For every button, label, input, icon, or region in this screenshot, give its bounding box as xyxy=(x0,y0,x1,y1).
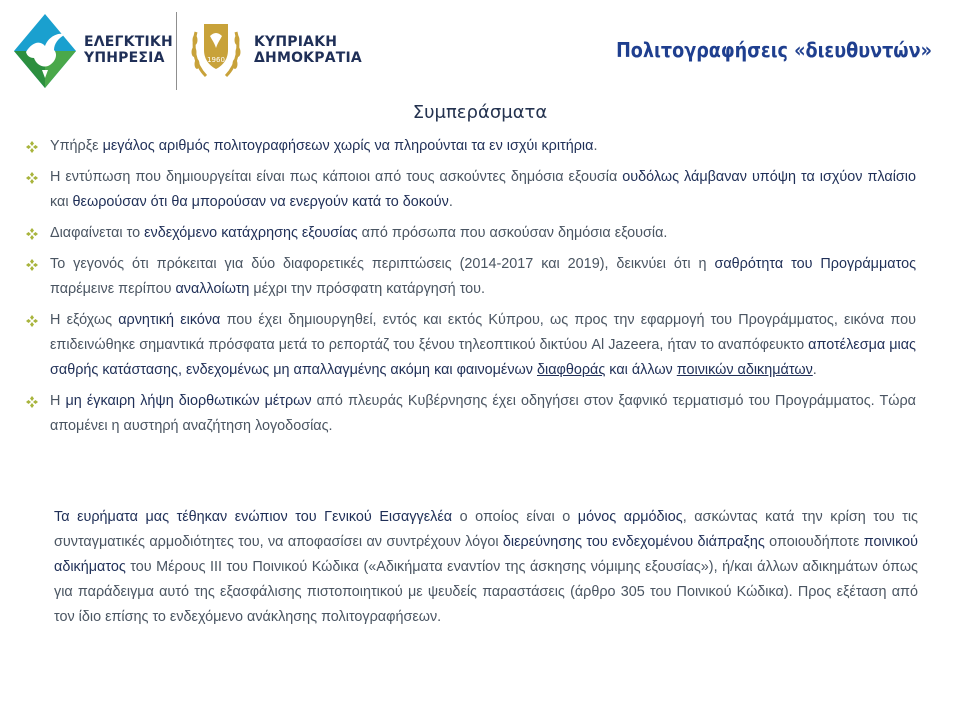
list-item xyxy=(26,389,916,439)
closing-paragraph xyxy=(54,505,918,630)
four-diamond-bullet-icon xyxy=(26,172,38,184)
bullet-text: Η xyxy=(50,393,66,409)
four-diamond-bullet-icon xyxy=(26,228,38,240)
republic-line2: ΔΗΜΟΚΡΑΤΙΑ xyxy=(254,50,362,66)
bullet-highlight: αναλλοίωτη xyxy=(175,281,250,297)
bullet-text: Υπήρξε xyxy=(50,138,103,154)
bullet-highlight: ενδεχόμενο κατάχρησης εξουσίας xyxy=(144,225,358,241)
closing-text: , ασκώντας κατά την κρίση του τις συνταγματικές αρμοδιότητες του, να αποφασίσει αν συντρέχουν λόγοι xyxy=(54,509,918,550)
bullet-highlight: και άλλων xyxy=(605,362,677,378)
bullet-text: μέχρι την πρόσφατη κατάργησή του. xyxy=(249,281,486,297)
bullet-highlight: αρνητική εικόνα xyxy=(118,312,221,328)
seal-year: 1960 xyxy=(207,56,225,64)
list-item xyxy=(26,252,916,302)
bullet-highlight: σαθρότητα του Προγράμματος xyxy=(714,256,917,272)
closing-highlight: διερεύνησης του ενδεχομένου διάπραξης xyxy=(502,534,765,550)
four-diamond-bullet-icon xyxy=(26,396,38,408)
list-item xyxy=(26,165,916,215)
dove-emblem-icon xyxy=(12,12,78,90)
bullet-underlined: ποινικών αδικημάτων xyxy=(676,362,813,378)
header-logos xyxy=(12,12,372,90)
audit-office-line1: ΕΛΕΓΚΤΙΚΗ xyxy=(84,34,173,50)
bullet-highlight: μη έγκαιρη λήψη διορθωτικών μέτρων xyxy=(65,393,312,409)
bullet-text: παρέμεινε περίπου xyxy=(50,281,176,297)
logo-divider xyxy=(176,12,177,90)
section-heading: Συμπεράσματα xyxy=(412,102,548,123)
list-item xyxy=(26,134,916,159)
cyprus-coat-of-arms-icon xyxy=(188,14,244,86)
four-diamond-bullet-icon xyxy=(26,315,38,327)
bullet-text: Διαφαίνεται το xyxy=(50,225,145,241)
bullet-text: . xyxy=(593,138,598,154)
slide-title: Πολιτογραφήσεις «διευθυντών» xyxy=(616,38,932,62)
bullet-text: Το γεγονός ότι πρόκειται για δύο διαφορετικές περιπτώσεις (2014-2017 και 2019), δεικνύει ότι η xyxy=(50,256,715,272)
closing-text: του Μέρους ΙΙΙ του Ποινικού Κώδικα («Αδικήματα εναντίον της άσκησης νόμιμης εξουσίας»), ή/και άλλων αδικημάτων όπως για παράδειγμα αυτό της εξασφάλισης πιστοποιητικού με ψευδείς παραστάσεις (άρθρο 305 του Ποινικού Κώδικα). Προς εξέταση από τον ίδιο επίσης το ενδεχόμενο ανάκλησης πολιτογραφήσεων. xyxy=(54,559,918,625)
bullet-highlight: αποτέλεσμα μιας σαθρής κατάστασης, ενδεχομένως μη απαλλαγμένης ακόμη και φαινομένων xyxy=(50,337,916,378)
list-item xyxy=(26,221,916,246)
closing-highlight: Τα ευρήματα μας τέθηκαν ενώπιον του Γενικού Εισαγγελέα xyxy=(54,509,453,525)
republic-name xyxy=(254,34,362,66)
conclusions-list xyxy=(26,134,916,445)
four-diamond-bullet-icon xyxy=(26,259,38,271)
bullet-text: Η εντύπωση που δημιουργείται είναι πως κάποιοι από τους ασκούντες δημόσια εξουσία xyxy=(50,169,623,185)
bullet-text: . xyxy=(448,194,453,210)
bullet-text: Η εξόχως xyxy=(50,312,119,328)
closing-highlight: μόνος αρμόδιος xyxy=(577,509,683,525)
bullet-underlined: διαφθοράς xyxy=(536,362,606,378)
bullet-highlight: μεγάλος αριθμός πολιτογραφήσεων χωρίς να πληρούνται τα εν ισχύι κριτήρια xyxy=(102,138,594,154)
closing-text: οποιουδήποτε xyxy=(764,534,864,550)
audit-office-name xyxy=(84,34,173,66)
list-item xyxy=(26,308,916,383)
closing-highlight: ποινικού αδικήματος xyxy=(54,534,918,575)
bullet-text: που έχει δημιουργηθεί, εντός και εκτός Κύπρου, ως προς την εφαρμογή του Προγράμματος, εικόνα που επιδεινώθηκε σημαντικά πρόσφατα μετά το ρεπορτάζ του ξένου τηλεοπτικού δικτύου Al Jazeera, ήταν το αναπόφευκτο xyxy=(50,312,916,353)
audit-office-line2: ΥΠΗΡΕΣΙΑ xyxy=(84,50,165,66)
four-diamond-bullet-icon xyxy=(26,141,38,153)
bullet-text: . xyxy=(812,362,817,378)
bullet-highlight: ουδόλως λάμβαναν υπόψη τα ισχύον πλαίσιο xyxy=(622,169,916,185)
bullet-text: από πλευράς Κυβέρνησης έχει οδηγήσει στον ξαφνικό τερματισμό του Προγράμματος. Τώρα απομένει η αυστηρή αναζήτηση λογοδοσίας. xyxy=(50,393,916,434)
closing-text: ο οποίος είναι ο xyxy=(452,509,578,525)
republic-line1: ΚΥΠΡΙΑΚΗ xyxy=(254,34,338,50)
bullet-text: και xyxy=(50,194,73,210)
bullet-text: από πρόσωπα που ασκούσαν δημόσια εξουσία. xyxy=(357,225,668,241)
bullet-highlight: θεωρούσαν ότι θα μπορούσαν να ενεργούν κατά το δοκούν xyxy=(72,194,449,210)
